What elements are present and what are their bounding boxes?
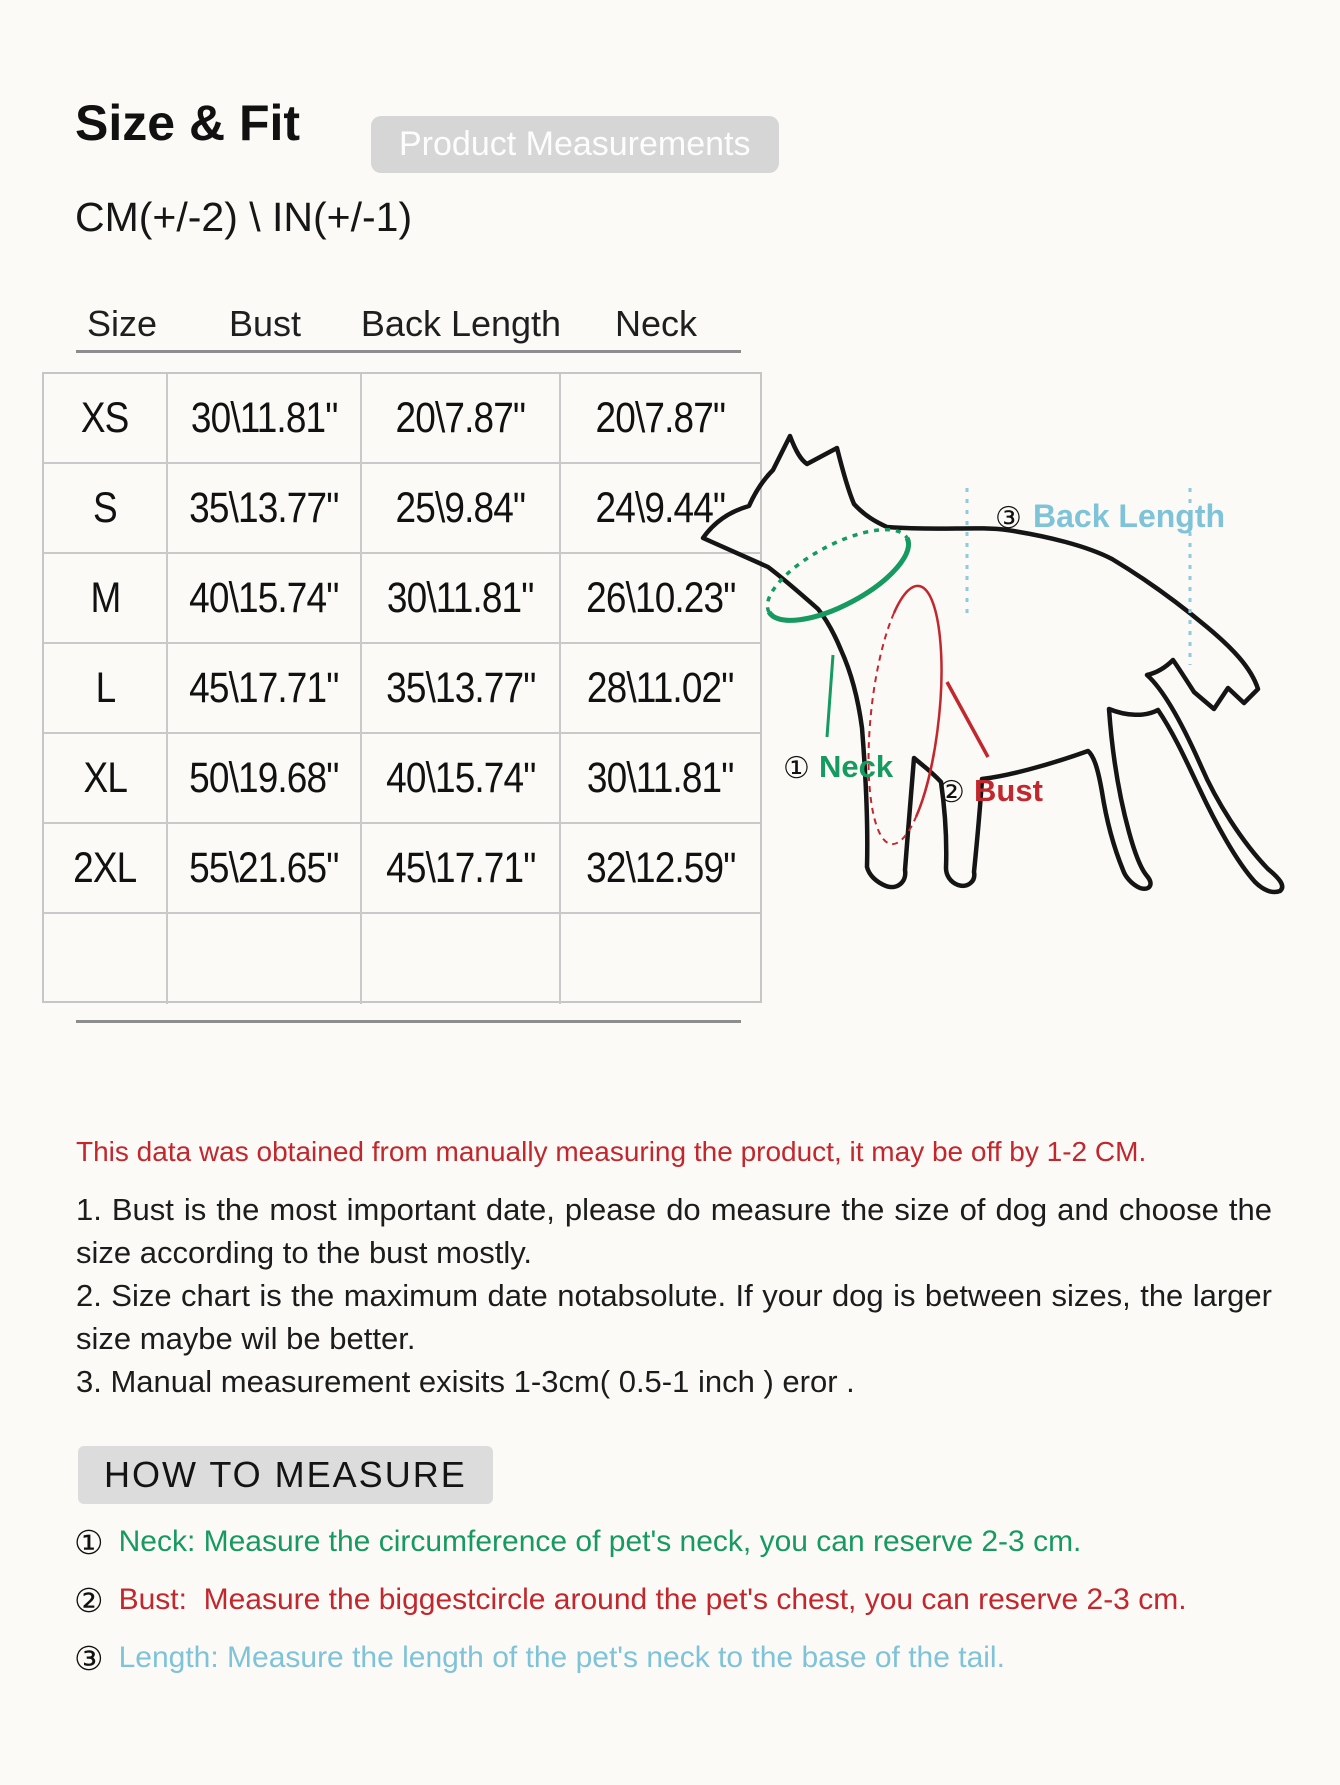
neck-pointer-line: [827, 655, 833, 737]
table-cell: 20\7.87": [561, 374, 760, 464]
bust-pointer-line: [947, 682, 988, 757]
table-cell: 50\19.68": [168, 734, 362, 824]
size-table: [42, 372, 762, 1003]
table-cell-empty: [362, 914, 561, 1004]
table-cell: XS: [44, 374, 168, 464]
measure-item-label: Length: Measure the length of the pet's neck to the base of the tail.: [118, 1641, 1005, 1674]
notes-block: [76, 1188, 1272, 1403]
table-cell: 30\11.81": [561, 734, 760, 824]
bust-label: Bust: [974, 773, 1043, 808]
bust-circled-number: ②: [938, 775, 965, 810]
table-cell: S: [44, 464, 168, 554]
table-cell: 28\11.02": [561, 644, 760, 734]
note-line: 1. Bust is the most important date, please do measure the size of dog and choose the: [76, 1192, 1272, 1227]
unit-line: CM(+/-2) \ IN(+/-1): [75, 194, 413, 240]
note-line: size maybe wil be better.: [76, 1321, 416, 1356]
header-underline: [76, 350, 741, 353]
table-cell: 24\9.44": [561, 464, 760, 554]
table-cell: 45\17.71": [168, 644, 362, 734]
back-length-label: Back Length: [1033, 498, 1226, 534]
table-cell: 30\11.81": [168, 374, 362, 464]
back-length-circled-number: ③: [995, 501, 1022, 536]
neck-band-solid: [769, 538, 909, 620]
note-line: 2. Size chart is the maximum date notabsolute. If your dog is between sizes, the larger: [76, 1278, 1272, 1313]
neck-circled-number: ①: [783, 751, 810, 786]
col-header-size: Size: [86, 303, 158, 344]
table-cell: 2XL: [44, 824, 168, 914]
how-to-measure-heading: HOW TO MEASURE: [78, 1446, 493, 1504]
table-cell: 30\11.81": [362, 554, 561, 644]
measure-item-label: Bust: Measure the biggestcircle around the pet's chest, you can reserve 2-3 cm.: [118, 1583, 1187, 1616]
measurement-disclaimer: This data was obtained from manually measuring the product, it may be off by 1-2 CM.: [76, 1136, 1147, 1167]
table-cell: 35\13.77": [362, 644, 561, 734]
table-cell: 55\21.65": [168, 824, 362, 914]
table-cell-empty: [44, 914, 168, 1004]
measure-item-neck: [74, 1522, 1081, 1562]
table-cell: 45\17.71": [362, 824, 561, 914]
table-cell: M: [44, 554, 168, 644]
circled-2-icon: ②: [74, 1580, 104, 1620]
table-cell: XL: [44, 734, 168, 824]
table-cell: 35\13.77": [168, 464, 362, 554]
table-cell-empty: [168, 914, 362, 1004]
measure-item-length: [74, 1638, 1005, 1678]
note-line: size according to the bust mostly.: [76, 1235, 533, 1270]
neck-label: Neck: [819, 749, 894, 784]
table-cell: 40\15.74": [168, 554, 362, 644]
circled-3-icon: ③: [74, 1638, 104, 1678]
col-header-back-length: Back Length: [360, 303, 562, 344]
page-title: Size & Fit: [75, 95, 301, 151]
col-header-bust: Bust: [228, 303, 302, 344]
measure-item-bust: [74, 1580, 1187, 1620]
measure-item-label: Neck: Measure the circumference of pet's neck, you can reserve 2-3 cm.: [118, 1525, 1082, 1558]
circled-1-icon: ①: [74, 1522, 104, 1562]
dog-illustration: [695, 420, 1340, 930]
col-header-neck: Neck: [614, 303, 698, 344]
table-cell: 26\10.23": [561, 554, 760, 644]
table-cell: 20\7.87": [362, 374, 561, 464]
table-cell: 32\12.59": [561, 824, 760, 914]
table-cell: 40\15.74": [362, 734, 561, 824]
table-cell: 25\9.84": [362, 464, 561, 554]
product-measurements-badge: Product Measurements: [371, 116, 779, 173]
table-cell: L: [44, 644, 168, 734]
bust-band-solid: [894, 586, 941, 817]
neck-band-dashed: [767, 530, 907, 612]
note-line: 3. Manual measurement exisits 1-3cm( 0.5-1 inch ) eror .: [76, 1364, 855, 1399]
table-bottom-rule: [76, 1020, 741, 1023]
